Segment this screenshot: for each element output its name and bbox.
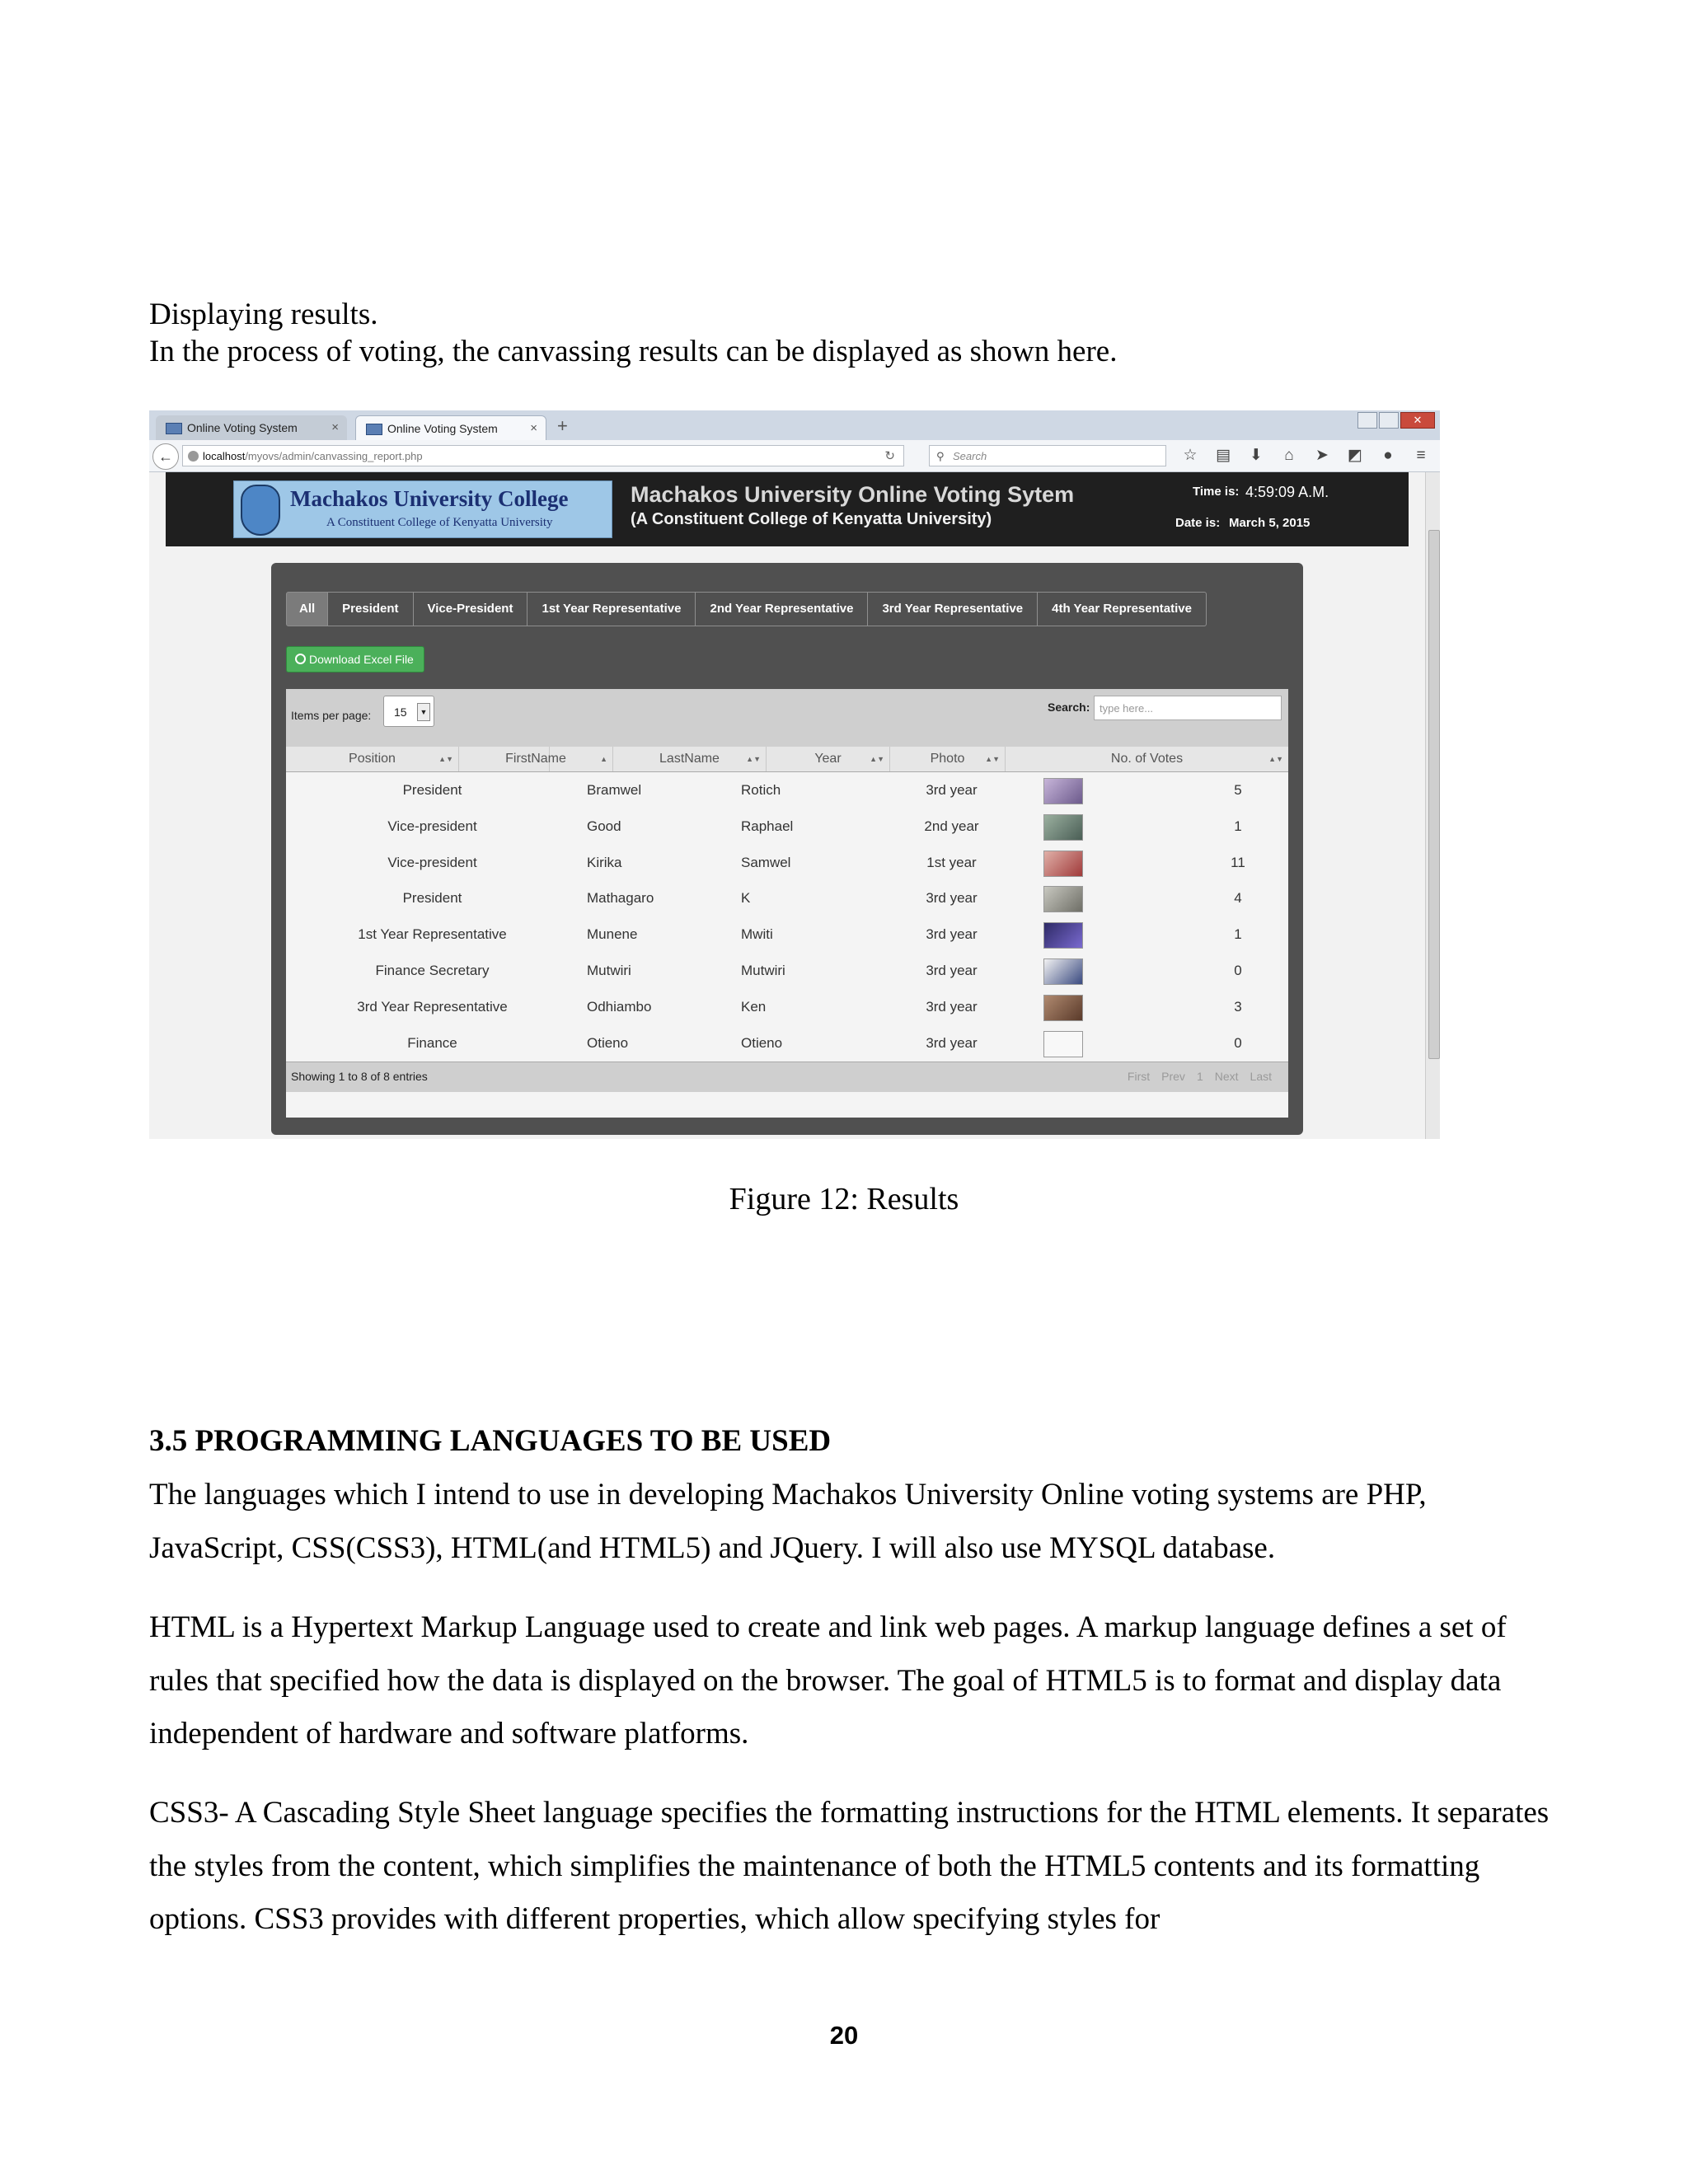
table-row <box>286 880 1288 916</box>
translate-icon[interactable]: ◩ <box>1348 447 1362 464</box>
table-row <box>286 772 1288 808</box>
cell-year: 3rd year <box>926 1034 978 1051</box>
paragraph-languages: The languages which I intend to use in developing Machakos University Online voting systems are PHP, JavaScript, CSS(CSS3), HTML(and HTML5) and JQuery. I will also use MYSQL database. <box>149 1478 1427 1565</box>
col-year[interactable] <box>767 747 890 771</box>
download-circle-icon <box>295 654 306 664</box>
favicon-icon <box>366 424 382 435</box>
filter-3rd-year-rep[interactable]: 3rd Year Representative <box>868 592 1038 626</box>
browser-search-placeholder: Search <box>953 450 987 462</box>
time-label: Time is: <box>1193 485 1240 499</box>
new-tab-button[interactable]: + <box>557 415 568 436</box>
table-body <box>286 772 1288 1061</box>
cell-firstname: Mutwiri <box>587 962 631 978</box>
cell-year: 2nd year <box>924 818 979 834</box>
date-value: March 5, 2015 <box>1229 516 1311 530</box>
cell-firstname: Bramwel <box>587 782 642 798</box>
filter-1st-year-rep[interactable]: 1st Year Representative <box>528 592 696 626</box>
browser-tab-strip <box>149 410 1440 440</box>
cell-position: Finance Secretary <box>375 962 490 978</box>
cell-lastname: Samwel <box>741 854 791 870</box>
cell-position: Finance <box>407 1034 457 1051</box>
filter-2nd-year-rep[interactable]: 2nd Year Representative <box>696 592 868 626</box>
download-excel-button[interactable] <box>286 646 424 673</box>
minimize-button[interactable] <box>1357 412 1377 429</box>
cell-position: President <box>402 890 462 907</box>
col-lastname[interactable] <box>613 747 767 771</box>
cell-year: 3rd year <box>926 926 978 943</box>
back-arrow-icon[interactable]: ← <box>152 443 179 470</box>
cell-firstname: Kirika <box>587 854 622 870</box>
site-subtitle: (A Constituent College of Kenyatta University) <box>631 510 992 528</box>
page-viewport <box>149 472 1425 1139</box>
cell-lastname: Raphael <box>741 818 794 834</box>
items-per-page-label: Items per page: <box>291 709 372 722</box>
browser-tab-active[interactable] <box>355 415 546 440</box>
paragraph-css: CSS3- A Cascading Style Sheet language specifies the formatting instructions for the HTML elements. It separates the styles from the content, which simplifies the maintenance of both the HTML5 contents and its formatting options. CSS3 provides with different properties, which allow specifying styles for <box>149 1796 1550 1936</box>
table-toolbar <box>286 689 1288 747</box>
cell-position: Vice-president <box>387 818 477 834</box>
pager-prev[interactable]: Prev <box>1161 1070 1185 1083</box>
section-heading: 3.5 PROGRAMMING LANGUAGES TO BE USED <box>149 1424 832 1458</box>
col-position-label: Position <box>349 752 396 766</box>
globe-icon <box>188 451 199 462</box>
reload-icon[interactable]: ↻ <box>884 449 895 463</box>
paragraph-html: HTML is a Hypertext Markup Language used to create and link web pages. A markup language defines a set of rules that specified how the data is displayed on the browser. The goal of HTML5 is to format and display data independent of hardware and software platforms. <box>149 1610 1507 1750</box>
browser-tab[interactable] <box>156 415 347 440</box>
date-label: Date is: <box>1175 516 1221 530</box>
cell-votes: 1 <box>1234 818 1242 834</box>
position-filter-bar <box>286 592 1207 625</box>
candidate-photo <box>1043 958 1083 985</box>
col-firstname[interactable] <box>459 747 613 771</box>
candidate-photo <box>1043 995 1083 1021</box>
candidate-photo <box>1043 851 1083 877</box>
filter-4th-year-rep[interactable]: 4th Year Representative <box>1038 592 1207 626</box>
col-photo[interactable] <box>890 747 1006 771</box>
cell-position: President <box>402 782 462 798</box>
candidate-photo <box>1043 778 1083 804</box>
cell-year: 3rd year <box>926 782 978 798</box>
cell-lastname: Mwiti <box>741 926 773 943</box>
pager-page[interactable]: 1 <box>1196 1070 1203 1083</box>
cell-votes: 0 <box>1234 1034 1242 1051</box>
cell-year: 3rd year <box>926 998 978 1015</box>
sort-icon: ▲▼ <box>1268 755 1283 763</box>
browser-nav-bar <box>149 440 1440 472</box>
col-position[interactable] <box>286 747 459 771</box>
chevron-down-icon: ▼ <box>417 703 430 721</box>
window-controls <box>1356 412 1435 429</box>
table-search-input[interactable]: type here... <box>1094 696 1282 720</box>
site-header <box>166 472 1409 546</box>
filter-all[interactable]: All <box>286 592 328 626</box>
menu-icon[interactable]: ≡ <box>1416 447 1426 464</box>
maximize-button[interactable] <box>1379 412 1399 429</box>
download-label: Download Excel File <box>309 653 414 666</box>
items-per-page-select[interactable] <box>383 696 434 727</box>
logo-subtitle: A Constituent College of Kenyatta University <box>326 516 553 529</box>
candidate-photo <box>1043 922 1083 949</box>
browser-toolbar <box>1174 445 1437 466</box>
cell-votes: 0 <box>1234 962 1242 978</box>
pagination <box>1116 1070 1272 1083</box>
pager-first[interactable]: First <box>1127 1070 1151 1083</box>
home-icon[interactable]: ⌂ <box>1284 447 1294 464</box>
page-number: 20 <box>829 2021 859 2050</box>
favicon-icon <box>166 423 182 434</box>
cell-votes: 4 <box>1234 890 1242 907</box>
table-footer <box>286 1062 1288 1092</box>
sort-asc-icon: ▲ <box>600 755 607 763</box>
table-row <box>286 1025 1288 1062</box>
browser-search-input[interactable] <box>929 445 1166 466</box>
cell-lastname: K <box>741 890 751 907</box>
send-icon[interactable]: ➤ <box>1315 447 1329 464</box>
entries-info: Showing 1 to 8 of 8 entries <box>291 1070 428 1083</box>
items-per-page-value: 15 <box>394 705 407 719</box>
broken-image-icon <box>1043 1031 1083 1057</box>
cell-position: 1st Year Representative <box>358 926 507 943</box>
close-window-button[interactable]: ✕ <box>1400 412 1435 429</box>
candidate-photo <box>1043 886 1083 912</box>
table-row <box>286 916 1288 953</box>
sort-icon: ▲▼ <box>746 755 761 763</box>
pager-next[interactable]: Next <box>1214 1070 1239 1083</box>
table-row <box>286 808 1288 845</box>
cell-lastname: Otieno <box>741 1034 783 1051</box>
col-votes[interactable] <box>1006 747 1288 771</box>
sort-icon: ▲▼ <box>438 755 453 763</box>
site-title: Machakos University Online Voting Sytem <box>631 482 1075 507</box>
cell-firstname: Mathagaro <box>587 890 654 907</box>
cell-year: 3rd year <box>926 890 978 907</box>
table-search-label: Search: <box>1048 701 1090 714</box>
cell-lastname: Mutwiri <box>741 962 785 978</box>
results-table <box>286 689 1288 1118</box>
bookmark-star-icon[interactable]: ☆ <box>1183 447 1198 464</box>
cell-year: 1st year <box>926 854 977 870</box>
url-host: localhost <box>203 450 246 462</box>
cell-votes: 1 <box>1234 926 1242 943</box>
cell-position: 3rd Year Representative <box>357 998 508 1015</box>
col-year-label: Year <box>814 752 842 766</box>
figure-caption: Figure 12: Results <box>729 1182 959 1216</box>
cell-votes: 3 <box>1234 998 1242 1015</box>
intro-line-1: Displaying results. <box>149 298 378 331</box>
search-icon: ⚲ <box>936 450 945 462</box>
cell-firstname: Good <box>587 818 621 834</box>
close-tab-icon[interactable]: × <box>331 420 339 434</box>
vertical-scrollbar[interactable] <box>1425 472 1440 1139</box>
filter-president[interactable]: President <box>328 592 413 626</box>
crest-icon <box>241 485 280 536</box>
sort-icon: ▲▼ <box>985 755 1000 763</box>
table-row <box>286 989 1288 1025</box>
cell-firstname: Otieno <box>587 1034 629 1051</box>
table-row <box>286 953 1288 989</box>
col-firstname-label: FirstName <box>505 752 566 766</box>
col-photo-label: Photo <box>930 752 965 766</box>
url-path: /myovs/admin/canvassing_report.php <box>245 450 423 462</box>
chat-icon[interactable]: ● <box>1383 447 1393 464</box>
cell-firstname: Munene <box>587 926 638 943</box>
col-lastname-label: LastName <box>659 752 720 766</box>
cell-firstname: Odhiambo <box>587 998 652 1015</box>
cell-lastname: Ken <box>741 998 767 1015</box>
intro-line-2: In the process of voting, the canvassing results can be displayed as shown here. <box>149 335 1118 368</box>
candidate-photo <box>1043 814 1083 841</box>
address-bar[interactable] <box>182 445 904 466</box>
logo-title: Machakos University College <box>290 486 569 511</box>
tab-title: Online Voting System <box>387 422 498 435</box>
cell-lastname: Rotich <box>741 782 781 798</box>
filter-vice-president[interactable]: Vice-President <box>414 592 528 626</box>
download-icon[interactable]: ⬇ <box>1250 447 1263 464</box>
time-value: 4:59:09 A.M. <box>1245 484 1329 500</box>
scrollbar-thumb[interactable] <box>1428 530 1440 1059</box>
col-votes-label: No. of Votes <box>1110 752 1184 766</box>
cell-votes: 11 <box>1231 854 1245 870</box>
close-tab-icon[interactable]: × <box>530 421 537 435</box>
clipboard-icon[interactable]: ▤ <box>1216 447 1231 464</box>
table-row <box>286 845 1288 881</box>
cell-votes: 5 <box>1234 782 1242 798</box>
pager-last[interactable]: Last <box>1250 1070 1272 1083</box>
college-logo-banner <box>233 480 612 538</box>
tab-title: Online Voting System <box>187 421 298 434</box>
sort-icon: ▲▼ <box>870 755 884 763</box>
cell-position: Vice-president <box>387 854 477 870</box>
table-header <box>286 747 1288 772</box>
results-panel <box>271 563 1303 1135</box>
results-screenshot <box>149 410 1440 1139</box>
cell-year: 3rd year <box>926 962 978 978</box>
